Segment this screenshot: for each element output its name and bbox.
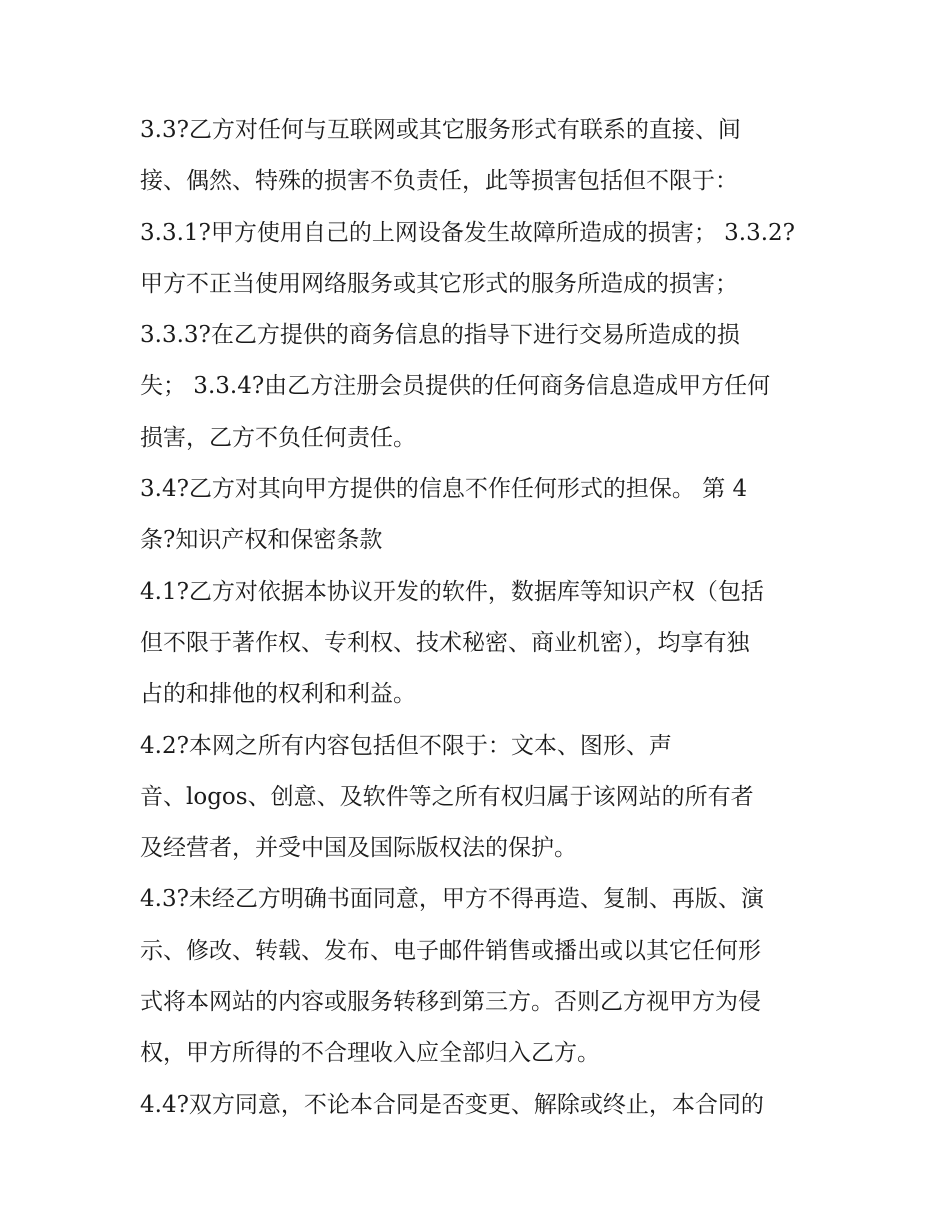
text-line: 4.1?乙方对依据本协议开发的软件，数据库等知识产权（包括: [140, 578, 764, 605]
text-line: 失； 3.3.4?由乙方注册会员提供的任何商务信息造成甲方任何: [140, 373, 771, 400]
text-line: 但不限于著作权、专利权、技术秘密、商业机密），均享有独: [140, 629, 750, 656]
text-line: 音、logos、创意、及软件等之所有权归属于该网站的所有者: [140, 783, 754, 810]
text-line: 4.2?本网之所有内容包括但不限于：文本、图形、声: [140, 732, 672, 759]
text-line: 及经营者，并受中国及国际版权法的保护。: [140, 835, 577, 862]
text-line: 示、修改、转载、发布、电子邮件销售或播出或以其它任何形: [140, 937, 761, 964]
text-line: 4.3?未经乙方明确书面同意，甲方不得再造、复制、再版、演: [140, 886, 764, 913]
text-line: 接、偶然、特殊的损害不负责任，此等损害包括但不限于：: [140, 168, 738, 195]
text-line: 4.4?双方同意，不论本合同是否变更、解除或终止，本合同的: [140, 1091, 764, 1118]
document-body: [140, 108, 840, 1134]
text-line: 损害，乙方不负任何责任。: [140, 424, 416, 451]
text-line: 条?知识产权和保密条款: [140, 527, 383, 554]
text-line: 甲方不正当使用网络服务或其它形式的服务所造成的损害；: [140, 270, 738, 297]
text-line: 占的和排他的权利和利益。: [140, 681, 416, 708]
text-line: 3.4?乙方对其向甲方提供的信息不作任何形式的担保。 第 4: [140, 476, 748, 503]
text-line: 权，甲方所得的不合理收入应全部归入乙方。: [140, 1040, 600, 1067]
text-line: 3.3?乙方对任何与互联网或其它服务形式有联系的直接、间: [140, 117, 741, 143]
text-line: 3.3.3?在乙方提供的商务信息的指导下进行交易所造成的损: [140, 322, 740, 349]
text-line: 式将本网站的内容或服务转移到第三方。否则乙方视甲方为侵: [140, 989, 761, 1016]
text-line: 3.3.1?甲方使用自己的上网设备发生故障所造成的损害； 3.3.2?: [140, 219, 796, 246]
